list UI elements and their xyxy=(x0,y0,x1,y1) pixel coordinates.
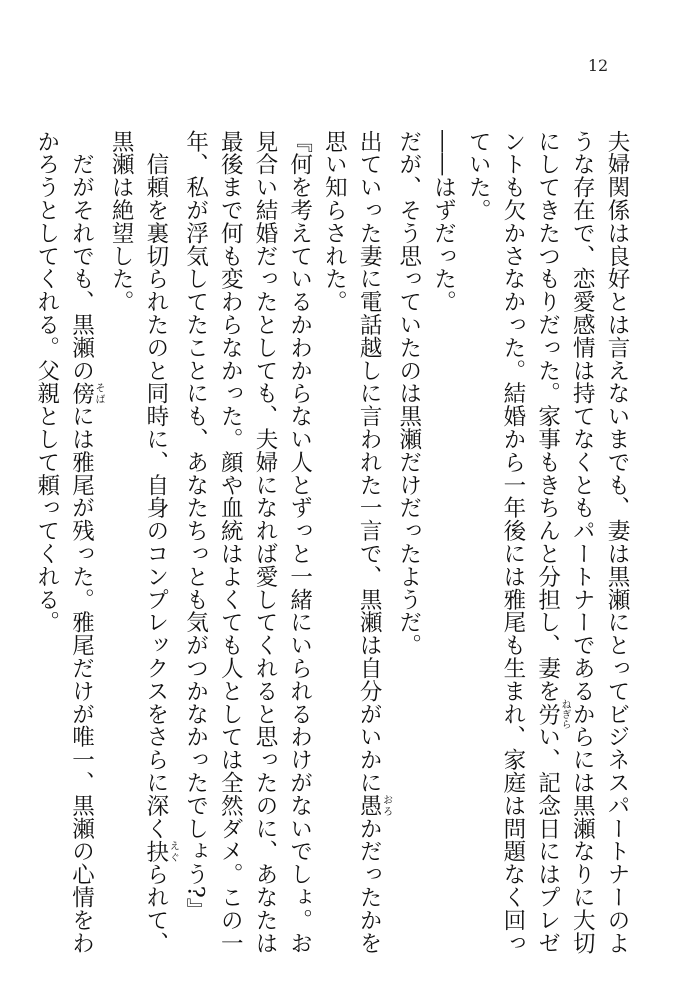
ruby-base: 傍 xyxy=(68,381,95,405)
text-run: 出ていった妻に電話越しに言われた一言で、黒瀬は自分がいかに xyxy=(356,130,383,795)
text-run: だがそれでも、黒瀬の xyxy=(68,130,95,382)
text-run: だが、そう思っていたのは黒瀬だけだったようだ。 xyxy=(395,130,422,657)
ruby-word xyxy=(68,381,104,405)
text-run: 信頼を裏切られたのと同時に、自身のコンプレックスをさらに深く xyxy=(142,130,169,840)
page-number: 12 xyxy=(587,56,609,75)
ruby-word xyxy=(356,794,392,818)
paragraph xyxy=(391,130,426,970)
paragraph xyxy=(460,130,634,970)
text-run: ――はずだった。 xyxy=(430,130,457,314)
paragraph xyxy=(103,130,177,970)
body-text xyxy=(33,130,634,970)
ruby-base: 愚 xyxy=(356,794,383,818)
text-run: かだったかを思い知らされた。 xyxy=(321,130,383,955)
ruby-reading: ねぎら xyxy=(559,698,571,729)
text-run: い、記念日にはプレゼントも欠かさなかった。結婚から一年後には雅尾も生まれ、家庭は問題なく回っていた。 xyxy=(465,130,561,955)
ruby-base: 労 xyxy=(534,698,561,729)
paragraph xyxy=(29,130,103,970)
text-run: られて、黒瀬は絶望した。 xyxy=(108,130,169,955)
paragraph xyxy=(178,130,317,970)
ruby-reading: そば xyxy=(92,381,104,405)
text-run: には雅尾が残った。雅尾だけが唯一、黒瀬の心情をわかろうとしてくれる。父親として頼ってくれる。 xyxy=(33,130,95,955)
paragraph xyxy=(426,130,461,970)
ruby-base: 抉 xyxy=(142,839,169,863)
ruby-reading: おろ xyxy=(380,794,392,817)
ruby-word xyxy=(142,839,179,863)
text-run: 夫婦関係は良好とは言えないまでも、妻は黒瀬にとってビジネスパートナーのような存在で、恋愛感情は持てなくともパートナーであるからには黒瀬なりに大切にしてきたつもりだった。家事もきちんと分担し、妻を xyxy=(534,130,630,955)
paragraph xyxy=(317,130,391,970)
ruby-word xyxy=(534,698,571,729)
ruby-reading: えぐ xyxy=(167,839,179,863)
text-run: 『何を考えているかわからない人とずっと一緒にいられるわけがないでしょ。お見合い結婚だったとしても、夫婦になれば愛してくれると思ったのに、あなたは最後まで何も変わらなかった。顔や血統はよくても人としては全然ダメ。この一年、私が浮気してたことにも、あなたちっとも気がつかなかったでしょう?』 xyxy=(182,130,313,955)
